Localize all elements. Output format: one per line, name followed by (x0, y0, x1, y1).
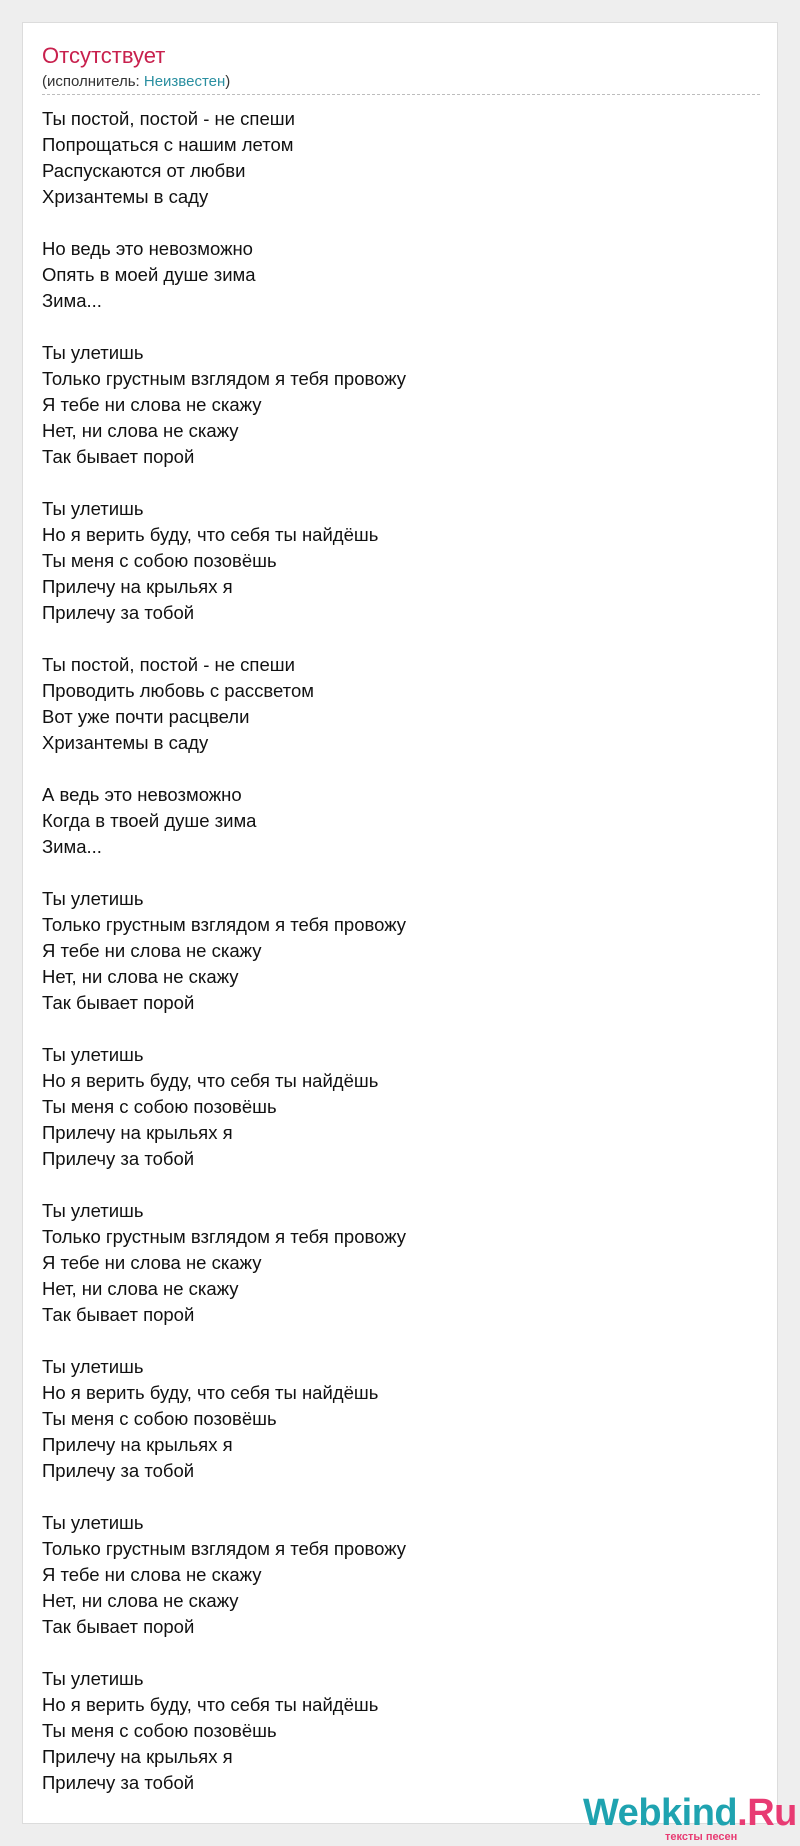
lyrics-line: Так бывает порой (42, 992, 195, 1013)
lyrics-line: Ты улетишь (42, 888, 144, 909)
lyrics-line: Нет, ни слова не скажу (42, 420, 239, 441)
logo-tagline: тексты песен (665, 1831, 738, 1843)
artist-prefix: (исполнитель: (42, 73, 144, 90)
lyrics-line: Зима... (42, 290, 102, 311)
lyrics-line: Но я верить буду, что себя ты найдёшь (42, 524, 379, 545)
lyrics-line: Но ведь это невозможно (42, 238, 253, 259)
lyrics-line: Ты улетишь (42, 1044, 144, 1065)
lyrics-line: Прилечу за тобой (42, 602, 195, 623)
lyrics-line: Только грустным взглядом я тебя провожу (42, 1226, 407, 1247)
lyrics-line: Ты улетишь (42, 342, 144, 363)
lyrics-stanza (42, 340, 742, 470)
lyrics-line: Вот уже почти расцвели (42, 706, 250, 727)
lyrics-line: Нет, ни слова не скажу (42, 966, 239, 987)
lyrics-line: Ты меня с собою позовёшь (42, 1408, 277, 1429)
lyrics-line: Прилечу за тобой (42, 1148, 195, 1169)
lyrics-stanza (42, 106, 742, 210)
lyrics-line: Так бывает порой (42, 1616, 195, 1637)
lyrics-line: Нет, ни слова не скажу (42, 1590, 239, 1611)
lyrics-line: Только грустным взглядом я тебя провожу (42, 368, 407, 389)
webkind-logo[interactable] (583, 1792, 797, 1843)
lyrics-stanza (42, 236, 742, 314)
lyrics-line: Попрощаться с нашим летом (42, 134, 294, 155)
lyrics-stanza (42, 1666, 742, 1796)
lyrics-line: Я тебе ни слова не скажу (42, 940, 262, 961)
lyrics-stanza (42, 496, 742, 626)
logo-name: Webkind (583, 1792, 738, 1834)
lyrics-line: Я тебе ни слова не скажу (42, 394, 262, 415)
lyrics-stanza (42, 1510, 742, 1640)
lyrics-line: Распускаются от любви (42, 160, 246, 181)
lyrics-line: Зима... (42, 836, 102, 857)
lyrics-stanza (42, 782, 742, 860)
artist-link[interactable]: Неизвестен (143, 73, 226, 90)
lyrics-stanza (42, 652, 742, 756)
song-title: Отсутствует (42, 43, 166, 68)
logo-tld: .Ru (737, 1792, 797, 1834)
lyrics-line: Прилечу на крыльях я (42, 1434, 233, 1455)
lyrics-line: Хризантемы в саду (42, 186, 209, 207)
lyrics-line: Ты меня с собою позовёшь (42, 550, 277, 571)
lyrics-line: Хризантемы в саду (42, 732, 209, 753)
lyrics-line: Ты улетишь (42, 1668, 144, 1689)
lyrics-line: Я тебе ни слова не скажу (42, 1252, 262, 1273)
lyrics-line: Ты улетишь (42, 1200, 144, 1221)
artist-line (42, 73, 230, 91)
lyrics-line: Я тебе ни слова не скажу (42, 1564, 262, 1585)
lyrics-page (22, 22, 797, 1843)
lyrics-line: Проводить любовь с рассветом (42, 680, 314, 701)
lyrics-stanza (42, 1354, 742, 1484)
lyrics-line: Но я верить буду, что себя ты найдёшь (42, 1694, 379, 1715)
logo-wordmark (583, 1793, 797, 1833)
lyrics-line: Ты меня с собою позовёшь (42, 1720, 277, 1741)
lyrics-line: Ты улетишь (42, 1356, 144, 1377)
lyrics-line: Так бывает порой (42, 446, 195, 467)
lyrics-stanza (42, 886, 742, 1016)
lyrics-stanza (42, 1198, 742, 1328)
lyrics-line: Прилечу за тобой (42, 1460, 195, 1481)
lyrics-line: Ты постой, постой - не спеши (42, 108, 295, 129)
lyrics-line: Нет, ни слова не скажу (42, 1278, 239, 1299)
lyrics-line: Опять в моей душе зима (42, 264, 256, 285)
lyrics-line: Ты постой, постой - не спеши (42, 654, 295, 675)
lyrics-line: Только грустным взглядом я тебя провожу (42, 1538, 407, 1559)
lyrics-line: Прилечу на крыльях я (42, 1122, 233, 1143)
artist-suffix: ) (225, 73, 231, 90)
lyrics-line: Только грустным взглядом я тебя провожу (42, 914, 407, 935)
lyrics-line: А ведь это невозможно (42, 784, 242, 805)
lyrics-line: Но я верить буду, что себя ты найдёшь (42, 1070, 379, 1091)
title-separator (42, 94, 760, 95)
lyrics-line: Ты улетишь (42, 1512, 144, 1533)
lyrics-stanza (42, 1042, 742, 1172)
lyrics-line: Ты улетишь (42, 498, 144, 519)
lyrics-line: Так бывает порой (42, 1304, 195, 1325)
lyrics-line: Ты меня с собою позовёшь (42, 1096, 277, 1117)
lyrics-text (42, 106, 742, 1822)
lyrics-line: Но я верить буду, что себя ты найдёшь (42, 1382, 379, 1403)
lyrics-line: Прилечу на крыльях я (42, 576, 233, 597)
lyrics-line: Прилечу на крыльях я (42, 1746, 233, 1767)
lyrics-line: Когда в твоей душе зима (42, 810, 257, 831)
lyrics-line: Прилечу за тобой (42, 1772, 195, 1793)
